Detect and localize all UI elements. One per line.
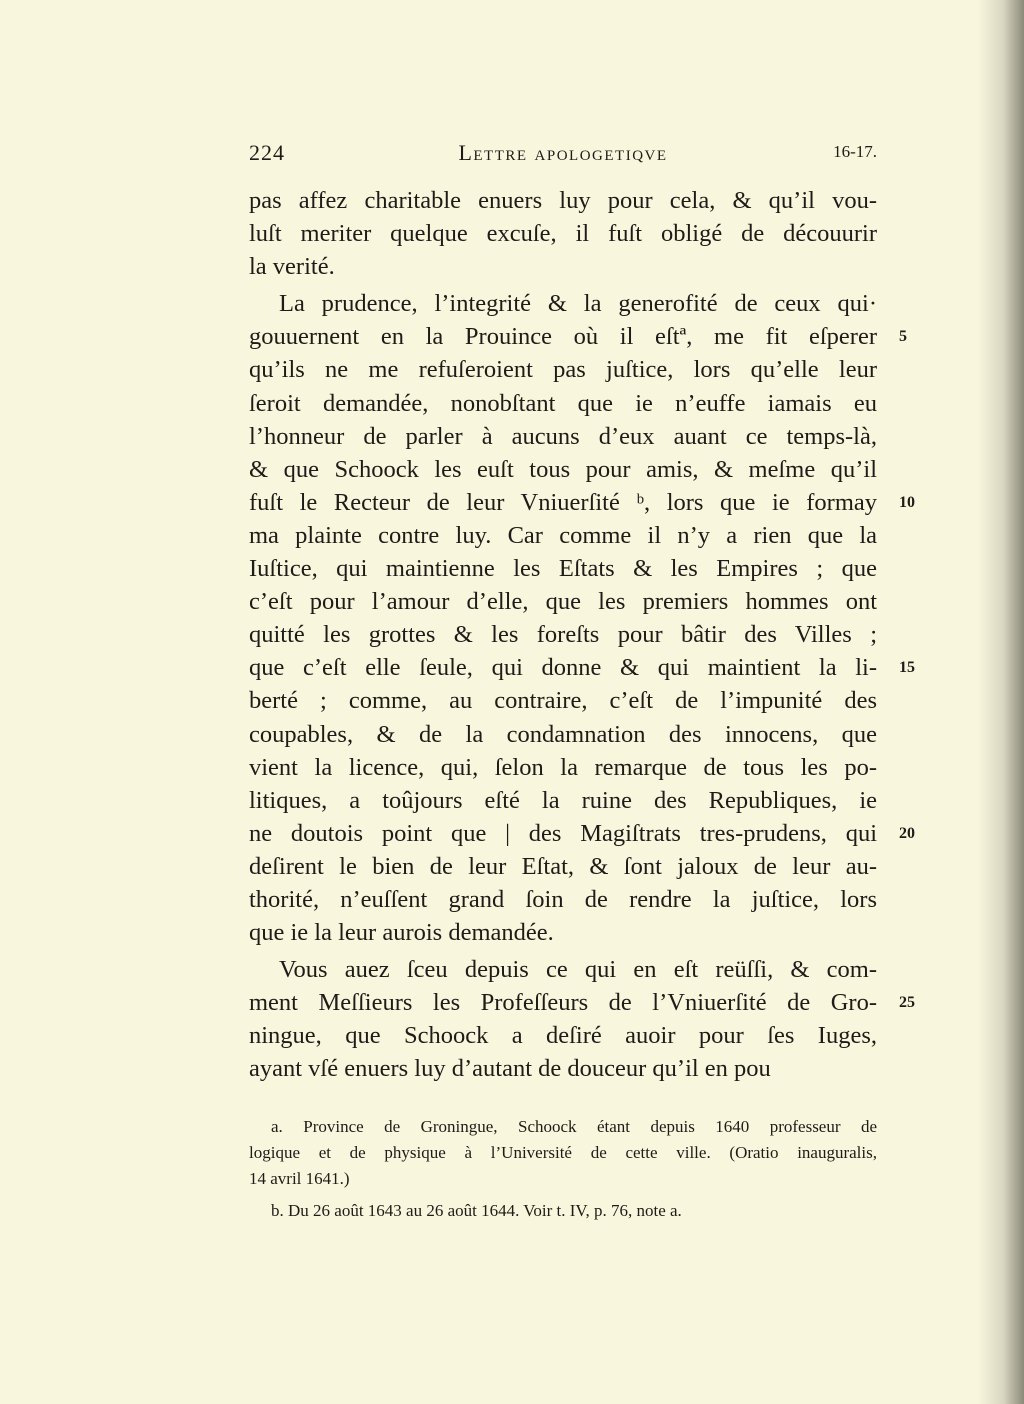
body-text [249,184,915,1086]
folio-reference: 16-17. [833,142,877,161]
footnotes [249,1114,877,1224]
text-line: litiques, a toûjours eſté la ruine des Republiques, ie [249,786,877,814]
line-number-15: 15 [899,659,915,677]
text-line: gouuernent en la Prouince où il eſtª, me fit eſperer 5 [249,320,877,353]
text-line: ningue, que Schoock a deſiré auoir pour ſes Iuges, [249,1022,877,1050]
text-line: coupables, & de la condamnation des innocens, que [249,720,877,748]
text-line: qu’ils ne me refuſeroient pas juſtice, lors qu’elle leur [249,356,877,384]
text-line: fuſt le Recteur de leur Vniuerſité ᵇ, lors que ie formay 10 [249,486,877,519]
text-line: que ie la leur aurois demandée. [249,919,554,947]
text-line: que c’eſt elle ſeule, qui donne & qui maintient la li- 15 [249,651,877,684]
text-line: ſeroit demandée, nonobſtant que ie n’euffe iamais eu [249,389,877,417]
text-line: l’honneur de parler à aucuns d’eux auant ce temps-là, [249,422,877,450]
text-line: vient la licence, qui, ſelon la remarque de tous les po- [249,753,877,781]
line-number-5: 5 [899,328,907,346]
text-line: ma plainte contre luy. Car comme il n’y a rien que la [249,521,877,549]
text-line: c’eſt pour l’amour d’elle, que les premiers hommes ont [249,588,877,616]
text-line: deſirent le bien de leur Eſtat, & ſont jaloux de leur au- [249,852,877,880]
text-line: pas affez charitable enuers luy pour cela, & qu’il vou- [249,187,877,214]
line-number-10: 10 [899,493,915,511]
line-number-25: 25 [899,994,915,1012]
text-line: La prudence, l’integrité & la generofité de ceux qui· [279,290,877,318]
text-line: ne doutois point que | des Magiſtrats tres-prudens, qui 20 [249,817,877,850]
text-line: thorité, n’euſſent grand ſoin de rendre la juſtice, lors [249,885,877,913]
page-number: 224 [249,140,285,165]
footnote-a-continued: logique et de physique à l’Université de cette ville. (Oratio inauguralis, [249,1143,877,1162]
text-line: Iuſtice, qui maintienne les Eſtats & les Empires ; que [249,555,877,583]
text-line: ayant vſé enuers luy d’autant de douceur qu’il en pou [249,1055,771,1083]
page-gutter-shadow [978,0,1024,1404]
text-line: la verité. [249,253,335,281]
text-line: Vous auez ſceu depuis ce qui en eſt reüſſi, & com- [279,956,877,984]
line-number-20: 20 [899,824,915,842]
text-line: quitté les grottes & les foreſts pour bâtir des Villes ; [249,621,877,649]
footnote-b: b. Du 26 août 1643 au 26 août 1644. Voir t. IV, p. 76, note a. [271,1201,682,1220]
text-line: berté ; comme, au contraire, c’eſt de l’impunité des [249,687,877,715]
text-line: luſt meriter quelque excuſe, il fuſt obligé de découurir [249,220,877,248]
text-line: & que Schoock les euſt tous pour amis, & meſme qu’il [249,455,877,483]
running-title: Lettre apologetiqve [458,140,668,165]
text-line: ment Meſſieurs les Profeſſeurs de l’Vniuerſité de Gro- 25 [249,986,877,1019]
footnote-a-continued: 14 avril 1641.) [249,1169,350,1188]
page-header [249,140,877,170]
footnote-a: a. Province de Groningue, Schoock étant depuis 1640 professeur de [271,1117,877,1136]
